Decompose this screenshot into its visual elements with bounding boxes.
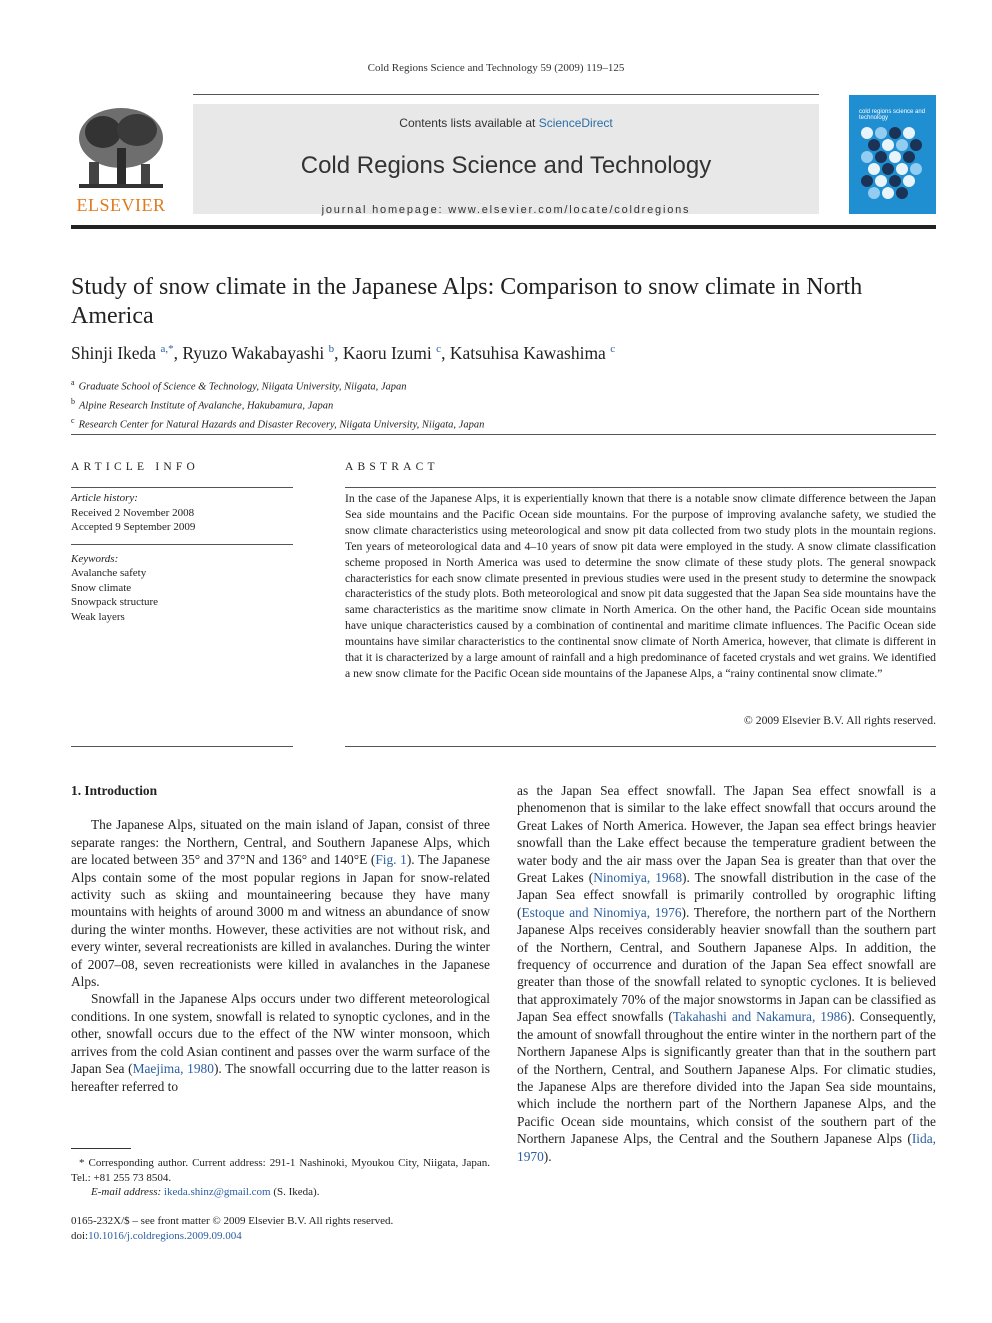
journal-masthead bbox=[71, 94, 936, 216]
author-affil-mark[interactable]: b bbox=[328, 343, 335, 356]
accepted-date: Accepted 9 September 2009 bbox=[71, 521, 196, 533]
journal-banner bbox=[193, 104, 819, 214]
footnote-rule bbox=[71, 1148, 131, 1149]
copyright: © 2009 Elsevier B.V. All rights reserved. bbox=[743, 714, 936, 727]
footnote-mark: * bbox=[79, 1157, 85, 1169]
publisher-wordmark: ELSEVIER bbox=[76, 195, 166, 215]
body-column-right bbox=[517, 782, 936, 1165]
running-head: Cold Regions Science and Technology 59 (2009) 119–125 bbox=[367, 62, 625, 74]
affiliation-mark: a bbox=[71, 378, 75, 387]
footnote bbox=[71, 1156, 490, 1200]
cover-title: cold regions science and technology bbox=[859, 109, 926, 121]
doi-prefix: doi: bbox=[71, 1229, 89, 1242]
affiliation-text: Research Center for Natural Hazards and Disaster Recovery, Niigata University, Niigata, Japan bbox=[78, 419, 485, 431]
paragraph bbox=[71, 990, 490, 1094]
keyword: Avalanche safety bbox=[71, 567, 147, 579]
corresponding-author-note bbox=[71, 1156, 490, 1185]
author-name[interactable]: Kaoru Izumi bbox=[342, 343, 432, 363]
email-suffix: (S. Ikeda). bbox=[270, 1186, 320, 1198]
elsevier-tree-icon bbox=[73, 104, 169, 192]
citation-link[interactable]: Maejima, 1980 bbox=[132, 1061, 214, 1077]
journal-cover[interactable] bbox=[849, 95, 936, 214]
received-date: Received 2 November 2008 bbox=[71, 506, 195, 519]
footnote-text: Corresponding author. Current address: 291-1 Nashinoki, Myoukou City, Niigata, Japan. Tel.: +81 255 73 8504. bbox=[71, 1157, 490, 1184]
text-run: ). Therefore, the northern part of the Northern Japanese Alps receives considerably heavier snowfall than the southern part of the Northern, Central, and Southern Japanese Alps. In addition, the frequency of occurrence and duration of the Japan Sea effect snowfall are greater than those of the snowfall related to synoptic cyclones. It is believed that approximately 70% of the major snowstorms in Japan can be classified as Japan Sea effect snowfalls ( bbox=[517, 904, 936, 1025]
keywords-label: Keywords: bbox=[71, 552, 119, 565]
affiliations bbox=[71, 376, 911, 433]
elsevier-logo[interactable] bbox=[71, 104, 171, 216]
text-run: ). The Japanese Alps contain some of the most popular regions in Japan for snow-related activity such as skiing and mountaineering because they have many mountains with heights of around 3000 m and witness an abundance of snow during the winter months. However, these activities are not without risk, and every winter, several recreationists are killed in avalanches. During the winter of 2007–08, seven recreationists were killed in avalanches in the Japanese Alps. bbox=[71, 852, 490, 990]
abstract-text: In the case of the Japanese Alps, it is experientially known that there is a notable snow climate difference between the Japan Sea side mountains and the Pacific Ocean side mountains. For the purpose of improving avalanche safety, we studied the snow climate characteristics using meteorological and snow pit data collected from two study plots in the mountain regions. Ten years of meteorological data and 4–10 years of snow pit data were employed in the study. A snow climate classification scheme proposed in North America was used to determine the snow climate of these study plots. The general snowpack characteristics for each snow climate presented in previous studies were used in the present study to determine the snowpack characteristics of the study plots. Both meteorological and snow pit data suggested that the Japan Sea side mountains have the same characteristics as the maritime snow climate in North America. On the other hand, the Pacific Ocean side mountains have unique characteristics caused by a combination of continental and maritime climate influences. The Pacific Ocean side mountains have similar characteristics to the continental snow climate of North America, however, that climate is different in that it is characterized by a large amount of rainfall and a high predominance of faceted crystals and wet grains. We identified a new snow climate for the Pacific Ocean side mountains of the Japanese Alps, a “rainy continental snow climate.” bbox=[345, 492, 936, 680]
text-run: ). Consequently, the amount of snowfall throughout the entire winter in the northern part of the Northern Japanese Alps is significantly greater than that in the southern part of the Northern, Central, and Southern Japanese Alps. For climatic studies, the Japanese Alps are therefore divided into the Japan Sea side mountains, which include the northern part of the Northern Japanese Alps, and the Pacific Ocean side mountains, which consist of the southern part of the Northern Japanese Alps, the Central and the Southern Japanese Alps ( bbox=[517, 1009, 936, 1147]
author-affil-mark[interactable]: c bbox=[610, 343, 616, 356]
affiliation-text: Graduate School of Science & Technology, Niigata University, Niigata, Japan bbox=[78, 381, 407, 393]
author-list: Shinji Ikeda $^{a,*}$, Ryuzo Wakabayashi $^b$, Kaoru Izumi $^c$, Katsuhisa Kawashima $^c$ bbox=[71, 343, 616, 363]
article-info-heading: ARTICLE INFO bbox=[71, 461, 199, 473]
issn-line: 0165-232X/$ – see front matter © 2009 Elsevier B.V. All rights reserved. bbox=[71, 1215, 394, 1227]
author-name[interactable]: Shinji Ikeda bbox=[71, 343, 157, 363]
abstract-rule bbox=[345, 487, 936, 488]
info-rule bbox=[71, 487, 293, 488]
abstract-bottom-rule bbox=[345, 746, 936, 747]
text-run: ). The snowfall occurring due to the latter reason is hereafter referred to bbox=[71, 1061, 490, 1094]
sciencedirect-link[interactable]: ScienceDirect bbox=[538, 116, 613, 130]
text-run: The Japanese Alps, situated on the main island of Japan, consist of three separate ranges: the Northern, Central, and Southern Japanese Alps, which are located between 35° and 37°N and 136° and 140°E ( bbox=[71, 817, 490, 868]
citation-link[interactable]: Takahashi and Nakamura, 1986 bbox=[672, 1009, 848, 1025]
contents-line bbox=[193, 116, 819, 130]
author-name[interactable]: Katsuhisa Kawashima bbox=[449, 343, 606, 363]
affiliation-text: Alpine Research Institute of Avalanche, Hakubamura, Japan bbox=[79, 400, 334, 412]
affiliation-c bbox=[71, 414, 911, 433]
citation-link[interactable]: Ninomiya, 1968 bbox=[593, 870, 683, 886]
text-run: Snowfall in the Japanese Alps occurs under two different meteorological conditions. In one system, snowfall is related to synoptic cyclones, and in the other, snowfall occurs due to the effect of the NW winter monsoon, which arrives from the cold Asian continent and passes over the warm surface of the Japan Sea ( bbox=[71, 991, 490, 1077]
affiliation-b bbox=[71, 395, 911, 414]
doi-link[interactable]: 10.1016/j.coldregions.2009.09.004 bbox=[88, 1229, 242, 1242]
email-link[interactable]: ikeda.shinz@gmail.com bbox=[163, 1186, 271, 1198]
text-run: ). bbox=[543, 1148, 552, 1164]
contents-prefix: Contents lists available at bbox=[399, 116, 539, 130]
text-run: as the Japan Sea effect snowfall. The Japan Sea effect snowfall is a phenomenon that is similar to the lake effect snowfall that occurs around the Great Lakes of North America. However, the Japan sea effect brings heavier snowfall than the Lake effect because the temperature gradient between the water body and the air mass over the Japan Sea is greater than that over the Great Lakes ( bbox=[517, 783, 936, 886]
paragraph bbox=[71, 816, 490, 990]
figure-link[interactable]: Fig. 1 bbox=[375, 852, 407, 868]
author-affil-mark[interactable]: c bbox=[436, 343, 442, 356]
hexagon-pattern-icon bbox=[855, 123, 931, 203]
bottom-meta bbox=[71, 1214, 490, 1243]
history-label: Article history: bbox=[71, 492, 138, 504]
affiliation-a bbox=[71, 376, 911, 395]
masthead-top-rule bbox=[193, 94, 819, 95]
author-name[interactable]: Ryuzo Wakabayashi bbox=[182, 343, 325, 363]
section-title: 1. Introduction bbox=[71, 783, 158, 798]
text-run: ). The snowfall distribution in the case of the Japan Sea effect snowfall is primarily controlled by orographic lifting ( bbox=[517, 870, 936, 920]
header-rule bbox=[71, 434, 936, 435]
paragraph bbox=[517, 782, 936, 1165]
keyword: Snowpack structure bbox=[71, 596, 159, 608]
affiliation-mark: b bbox=[71, 397, 75, 406]
keyword: Snow climate bbox=[71, 581, 132, 594]
body-column-left bbox=[71, 782, 490, 1095]
citation-link[interactable]: Iida, 1970 bbox=[517, 1131, 936, 1164]
keywords-rule bbox=[71, 544, 293, 545]
keyword: Weak layers bbox=[71, 610, 125, 623]
article-title: Study of snow climate in the Japanese Alps: Comparison to snow climate in North America bbox=[71, 274, 863, 329]
email-label: E-mail address: bbox=[91, 1186, 162, 1198]
article-info bbox=[71, 491, 293, 624]
author-affil-mark[interactable]: a,* bbox=[160, 343, 174, 356]
doi-line bbox=[71, 1229, 490, 1244]
abstract-heading: ABSTRACT bbox=[345, 461, 439, 473]
masthead-divider bbox=[71, 225, 936, 229]
journal-title[interactable]: Cold Regions Science and Technology bbox=[300, 152, 712, 179]
citation-link[interactable]: Estoque and Ninomiya, 1976 bbox=[521, 904, 682, 920]
info-bottom-rule bbox=[71, 746, 293, 747]
journal-homepage[interactable]: journal homepage: www.elsevier.com/locate/coldregions bbox=[321, 204, 691, 216]
affiliation-mark: c bbox=[71, 416, 75, 425]
email-line bbox=[71, 1185, 490, 1200]
